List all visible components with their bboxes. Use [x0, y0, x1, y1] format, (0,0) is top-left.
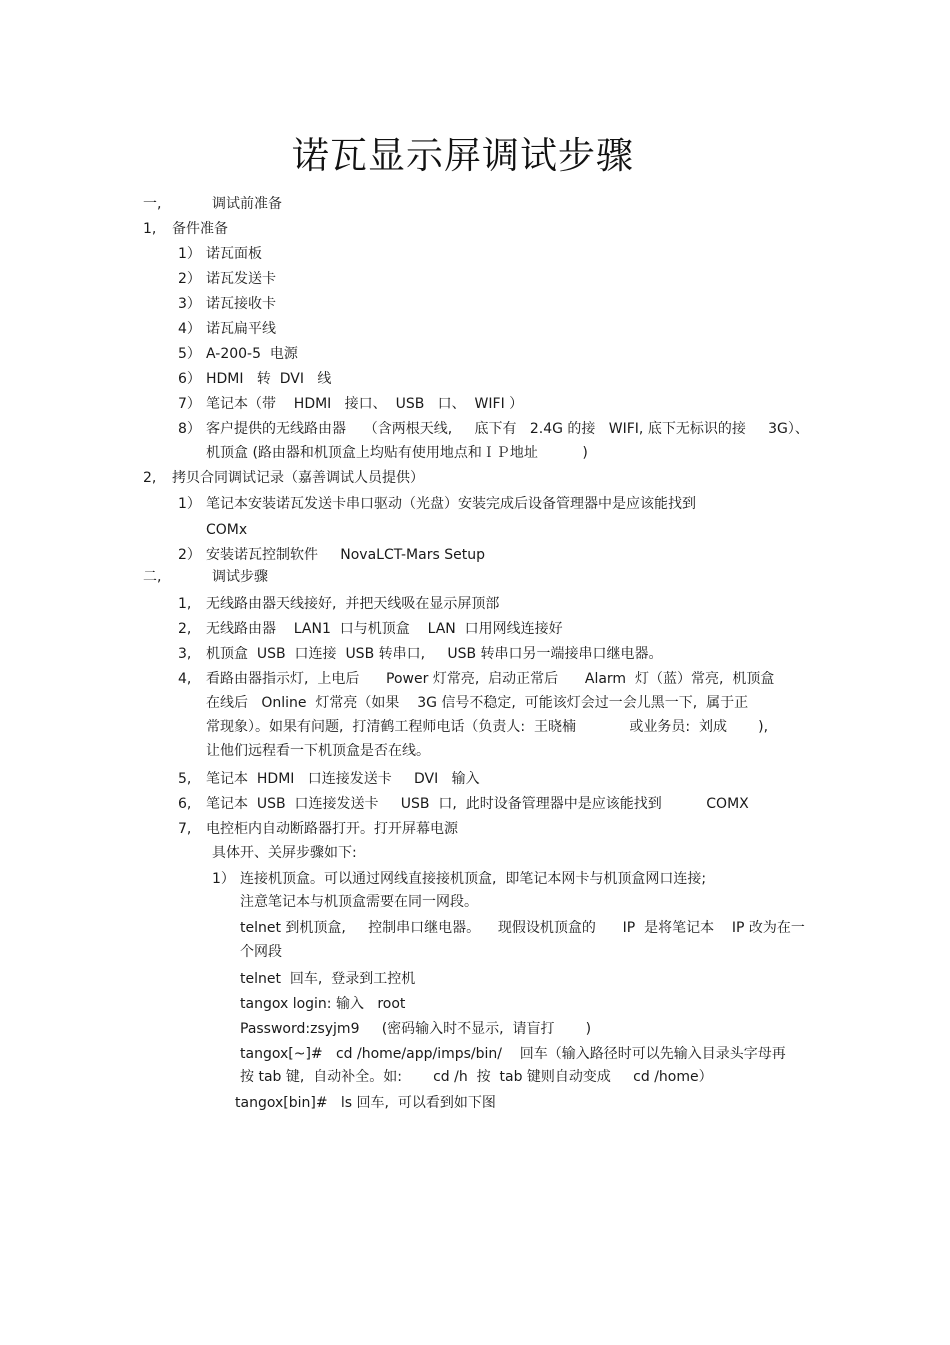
part-number: 6）	[178, 371, 201, 387]
section-1-number: 一,	[143, 196, 162, 212]
part-number: 7）	[178, 396, 201, 412]
part-number: 1）	[178, 246, 201, 262]
step-number: 1,	[178, 596, 192, 612]
command-line: tangox[bin]# ls 回车, 可以看到如下图	[235, 1095, 496, 1111]
step-text: 让他们远程看一下机顶盒是否在线。	[206, 743, 430, 759]
command-line: 个网段	[240, 944, 282, 960]
section-1-heading: 调试前准备	[212, 196, 282, 212]
step-text: 在线后 Online 灯常亮（如果 3G 信号不稳定, 可能该灯会过一会儿黑一下, 属于正	[206, 695, 749, 711]
page-title: 诺瓦显示屏调试步骤	[292, 134, 634, 177]
part-number: 2）	[178, 271, 201, 287]
item-2-heading: 拷贝合同调试记录（嘉善调试人员提供）	[172, 470, 424, 486]
step-text: 无线路由器 LAN1 口与机顶盒 LAN 口用网线连接好	[206, 621, 563, 637]
step-number: 6,	[178, 796, 192, 812]
step-number: 7,	[178, 821, 192, 837]
part-text: HDMI 转 DVI 线	[206, 371, 332, 387]
command-line: telnet 回车, 登录到工控机	[240, 971, 416, 987]
sub-step-text: 连接机顶盒。可以通过网线直接接机顶盒, 即笔记本网卡与机顶盒网口连接;	[240, 871, 707, 887]
step-number: 2,	[178, 621, 192, 637]
part-number: 3）	[178, 296, 201, 312]
copy-item-text: 笔记本安装诺瓦发送卡串口驱动（光盘）安装完成后设备管理器中是应该能找到	[206, 496, 696, 512]
copy-item-text-continued: COMx	[206, 522, 248, 538]
step-text: 机顶盒 USB 口连接 USB 转串口, USB 转串口另一端接串口继电器。	[206, 646, 663, 662]
step-text: 电控柜内自动断路器打开。打开屏幕电源	[206, 821, 458, 837]
command-line: tangox[~]# cd /home/app/imps/bin/ 回车（输入路径时可以先输入目录头字母再	[240, 1046, 786, 1062]
item-2-number: 2,	[143, 470, 157, 486]
step-number: 3,	[178, 646, 192, 662]
sub-step-text: 注意笔记本与机顶盒需要在同一网段。	[240, 894, 478, 910]
command-line: tangox login: 输入 root	[240, 996, 406, 1012]
copy-item-text: 安装诺瓦控制软件 NovaLCT-Mars Setup	[206, 547, 485, 563]
step-number: 5,	[178, 771, 192, 787]
step-text: 笔记本 USB 口连接发送卡 USB 口, 此时设备管理器中是应该能找到 COMX	[206, 796, 749, 812]
copy-item-number: 2）	[178, 547, 201, 563]
step-text: 常现象）。如果有问题, 打清鹤工程师电话（负责人: 王晓楠 或业务员: 刘成 ),	[206, 719, 769, 735]
part-number: 5）	[178, 346, 201, 362]
part-text: 诺瓦面板	[206, 246, 262, 262]
item-1-number: 1,	[143, 221, 157, 237]
part-text: 诺瓦接收卡	[206, 296, 276, 312]
command-line: telnet 到机顶盒, 控制串口继电器。 现假设机顶盒的 IP 是将笔记本 IP 改为在一	[240, 920, 805, 936]
part-text-continued: 机顶盒 (路由器和机顶盒上均贴有使用地点和ＩＰ地址 )	[206, 445, 588, 461]
part-number: 8）	[178, 421, 201, 437]
part-text: 诺瓦发送卡	[206, 271, 276, 287]
detail-intro: 具体开、关屏步骤如下:	[212, 845, 357, 861]
step-text: 无线路由器天线接好, 并把天线吸在显示屏顶部	[206, 596, 500, 612]
part-text: 客户提供的无线路由器 （含两根天线, 底下有 2.4G 的接 WIFI, 底下无标识的接 3G）、	[206, 421, 809, 437]
part-text: 笔记本（带 HDMI 接口、 USB 口、 WIFI ）	[206, 396, 524, 412]
step-number: 4,	[178, 671, 192, 687]
command-line: Password:zsyjm9 (密码输入时不显示, 请盲打 )	[240, 1021, 592, 1037]
part-number: 4）	[178, 321, 201, 337]
step-text: 看路由器指示灯, 上电后 Power 灯常亮, 启动正常后 Alarm 灯（蓝）常亮, 机顶盒	[206, 671, 775, 687]
item-1-heading: 备件准备	[172, 221, 228, 237]
section-2-heading: 调试步骤	[212, 569, 268, 585]
step-text: 笔记本 HDMI 口连接发送卡 DVI 输入	[206, 771, 480, 787]
copy-item-number: 1）	[178, 496, 201, 512]
part-text: A-200-5 电源	[206, 346, 298, 362]
part-text: 诺瓦扁平线	[206, 321, 276, 337]
section-2-number: 二,	[143, 569, 162, 585]
sub-step-number: 1）	[212, 871, 235, 887]
command-line: 按 tab 键, 自动补全。如: cd /h 按 tab 键则自动变成 cd /home）	[240, 1069, 713, 1085]
